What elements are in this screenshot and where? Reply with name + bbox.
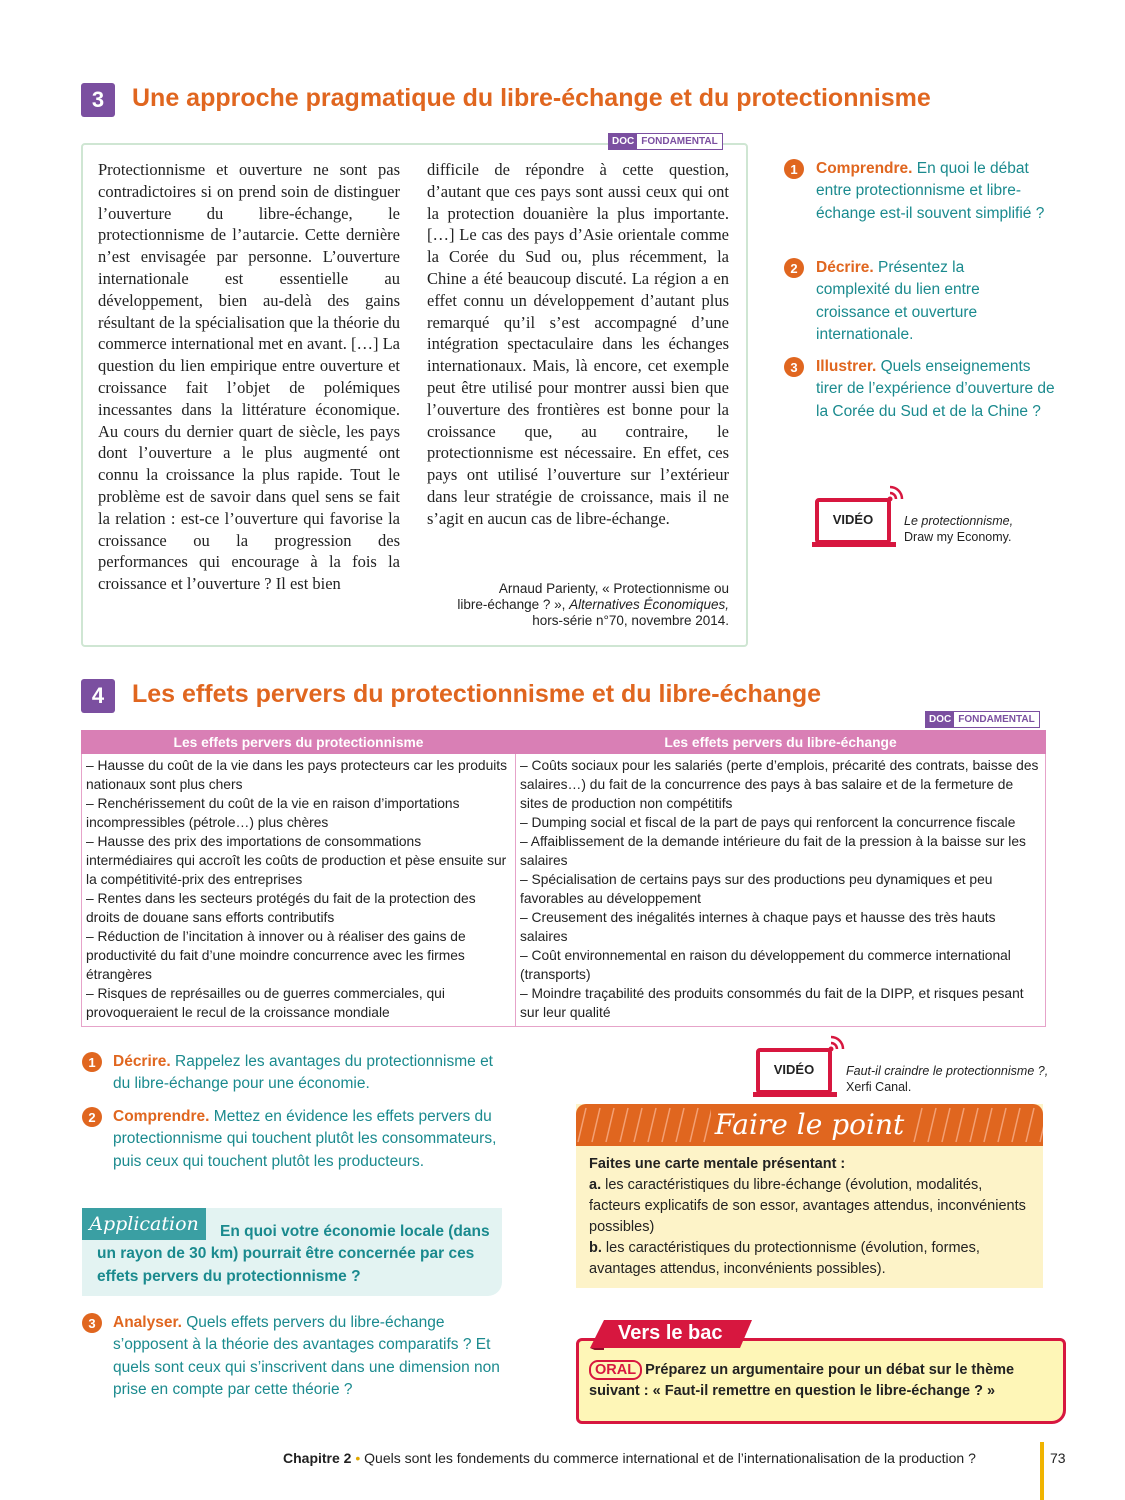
- video-2-caption-source: Xerfi Canal.: [846, 1080, 912, 1094]
- video-1-icon-label: VIDÉO: [832, 512, 874, 527]
- document-source: [427, 581, 729, 629]
- question-1: [816, 158, 1056, 225]
- question-3: [816, 356, 1056, 423]
- oral-tag: ORAL: [589, 1360, 642, 1380]
- question-2-text: Présentez la complexité du lien entre croissance et ouverture internationale.: [816, 259, 980, 343]
- list-item: – Spécialisation de certains pays sur des productions peu dynamiques et peu favorables au développement: [520, 872, 993, 906]
- vers-le-bac-content: [589, 1360, 1029, 1402]
- video-2-icon[interactable]: [753, 1033, 845, 1101]
- item-b-text: les caractéristiques du protectionnisme (évolution, formes, avantages attendus, inconvénients possibles).: [589, 1240, 980, 1277]
- doc-fondamental-badge-2: [925, 711, 1040, 728]
- video-2-caption-title: Faut-il craindre le protectionnisme ?,: [846, 1064, 1049, 1078]
- faire-le-point-header: [576, 1104, 1043, 1146]
- list-item: – Coût environnemental en raison du développement du commerce international (transports): [520, 948, 1011, 982]
- table-cell-protectionism: [82, 754, 516, 1027]
- question-2-label: Décrire.: [816, 259, 874, 276]
- list-item: – Hausse des prix des importations de consommations intermédiaires qui accroît les coûts de production et pèse ensuite sur la compétitivité-prix des entreprises: [86, 834, 507, 887]
- source-publication: Alternatives Économiques,: [569, 597, 729, 612]
- doc-badge-tag: DOC: [609, 134, 637, 149]
- vers-le-bac-title: Vers le bac: [618, 1322, 723, 1344]
- list-item: – Coûts sociaux pour les salariés (perte d’emplois, précarité des contrats, baisse des salaires…) du fait de la concurrence des pays à bas salaire et de la fermeture de sites de production non compétitifs: [520, 758, 1039, 811]
- question-4-2: [113, 1106, 503, 1173]
- list-item: – Creusement des inégalités internes à chaque pays et hausse des très hauts salaires: [520, 910, 996, 944]
- question-number-3: 3: [784, 357, 804, 377]
- list-item: – Réduction de l’incitation à innover ou à réaliser des gains de productivité du fait d’une moindre concurrence avec les firmes étrangères: [86, 929, 466, 982]
- doc-badge-label: FONDAMENTAL: [637, 134, 721, 149]
- vers-le-bac-text: Préparez un argumentaire pour un débat sur le thème suivant : « Faut-il remettre en question le libre-échange ? »: [589, 1362, 1015, 1399]
- page-number: 73: [1050, 1450, 1066, 1466]
- video-1-caption-title: Le protectionnisme,: [904, 514, 1014, 528]
- application-text: En quoi votre économie locale (dans un rayon de 30 km) pourrait être concernée par ces effets pervers du protectionnisme ?: [97, 1223, 490, 1285]
- footer-separator: •: [351, 1450, 365, 1466]
- question-4-2-text: Mettez en évidence les effets pervers du protectionnisme qui touchent plutôt les consommateurs, puis ceux qui touchent plutôt les producteurs.: [113, 1108, 497, 1170]
- question-1-label: Comprendre.: [816, 160, 913, 177]
- faire-le-point-title: Faire le point: [714, 1108, 905, 1141]
- video-1-caption: [904, 513, 1013, 545]
- question-number-2: 2: [784, 258, 804, 278]
- question-4-3-number: 3: [82, 1313, 102, 1333]
- table-header-protectionism: Les effets pervers du protectionnisme: [82, 731, 516, 754]
- question-4-3-label: Analyser.: [113, 1314, 182, 1331]
- footer-chapter: Chapitre 2: [283, 1450, 352, 1466]
- question-4-3: [113, 1312, 503, 1401]
- effects-table: [81, 730, 1046, 1027]
- source-line-3: hors-série n°70, novembre 2014.: [532, 613, 729, 628]
- section-4-title: Les effets pervers du protectionnisme et du libre-échange: [132, 680, 822, 708]
- question-number-1: 1: [784, 159, 804, 179]
- question-4-1-label: Décrire.: [113, 1053, 171, 1070]
- question-4-1: [113, 1051, 508, 1096]
- list-item: – Hausse du coût de la vie dans les pays protecteurs car les produits nationaux sont plus chers: [86, 758, 508, 792]
- footer-chapter-title: Quels sont les fondements du commerce international et de l’internationalisation de la production ?: [364, 1450, 976, 1466]
- question-1-text: En quoi le débat entre protectionnisme et libre-échange est-il souvent simplifié ?: [816, 160, 1045, 222]
- question-4-2-label: Comprendre.: [113, 1108, 210, 1125]
- doc-badge-label-2: FONDAMENTAL: [954, 712, 1038, 727]
- list-item: – Affaiblissement de la demande intérieure du fait de la pression à la baisse sur les salaires: [520, 834, 1026, 868]
- doc-fondamental-badge: [608, 133, 723, 150]
- list-item: – Renchérissement du coût de la vie en raison d’importations incompressibles (pétrole…) plus chères: [86, 796, 460, 830]
- vers-le-bac-banner: [590, 1320, 752, 1350]
- question-3-text: Quels enseignements tirer de l’expérience d’ouverture de la Corée du Sud et de la Chine ?: [816, 358, 1055, 420]
- question-4-3-text: Quels effets pervers du libre-échange s’opposent à la théorie des avantages comparatifs ? Et quels sont ceux qui s’inscrivent dans une dimension non prise en compte par cette théorie ?: [113, 1314, 500, 1398]
- list-item: – Risques de représailles ou de guerres commerciales, qui provoqueraient le recul de la croissance mondiale: [86, 986, 445, 1020]
- section-number-3: 3: [81, 83, 115, 117]
- video-1-icon[interactable]: [812, 483, 904, 551]
- table-header-free-trade: Les effets pervers du libre-échange: [516, 731, 1046, 754]
- faire-le-point-intro: Faites une carte mentale présentant :: [589, 1156, 846, 1172]
- doc-badge-tag-2: DOC: [926, 712, 954, 727]
- video-1-caption-source: Draw my Economy.: [904, 530, 1012, 544]
- question-4-1-text: Rappelez les avantages du protectionnisme et du libre-échange pour une économie.: [113, 1053, 493, 1093]
- question-2: [816, 257, 1016, 346]
- document-column-2: difficile de répondre à cette question, d’autant que ces pays sont aussi ceux qui ont la protection douanière la plus importante. […] Le cas des pays d’Asie orientale comme la Corée du Sud ou, plus récemment, la Chine a été beaucoup discuté. La région a en effet connu un développement d’autant plus remarqué qu’il s’est accompagné d’une intégration spectaculaire dans les échanges internationaux. Mais, là encore, cet exemple peut être utilisé pour montrer aussi bien que l’ouverture des frontières est bonne pour la croissance que, au contraire, le protectionnisme est nécessaire. En effet, ces pays ont utilisé l’ouverture sur l’extérieur dans leur stratégie de croissance, mais il ne s’agit en aucun cas de libre-échange.: [427, 160, 729, 528]
- page-footer: [283, 1450, 976, 1466]
- item-a-text: les caractéristiques du libre-échange (évolution, modalités, facteurs explicatifs de son essor, avantages attendus, inconvénients possibles): [589, 1177, 1026, 1235]
- section-number-4: 4: [81, 679, 115, 713]
- question-3-label: Illustrer.: [816, 358, 877, 375]
- faire-le-point-content: [589, 1154, 1029, 1280]
- list-item: – Moindre traçabilité des produits consommés du fait de la DIPP, et risques pesant sur leur qualité: [520, 986, 1024, 1020]
- list-item: – Dumping social et fiscal de la part de pays qui renforcent la concurrence fiscale: [520, 815, 1016, 830]
- video-2-icon-label: VIDÉO: [773, 1062, 815, 1077]
- faire-le-point-item-b: [589, 1238, 1029, 1280]
- video-2-caption: [846, 1063, 1048, 1095]
- table-cell-free-trade: [516, 754, 1046, 1027]
- section-3-title: Une approche pragmatique du libre-échange et du protectionnisme: [132, 84, 931, 112]
- application-tag: Application: [82, 1208, 206, 1240]
- source-line-2: libre-échange ? »,: [457, 597, 570, 612]
- question-4-1-number: 1: [82, 1052, 102, 1072]
- document-column-1: Protectionnisme et ouverture ne sont pas contradictoires si on prend soin de distinguer l’ouverture du libre-échange, le protectionnisme de l’autarcie. Cette dernière n’est envisagée par personne. L’ouverture internationale est essentielle au développement, bien au-delà des gains résultant de la spécialisation que la théorie du commerce international met en avant. […] La question du lien empirique entre ouverture et croissance fait l’objet de polémiques incessantes dans la littérature économique. Au cours du dernier quart de siècle, les pays dont l’ouverture a le plus augmenté ont connu la croissance la plus rapide. Tout le problème est de savoir dans quel sens se fait la relation : est-ce l’ouverture qui favorise la croissance ou la progression des performances qui encourage à la fois la croissance et l’ouverture ? Il est bien: [98, 160, 400, 594]
- list-item: – Rentes dans les secteurs protégés du fait de la protection des droits de douane sans efforts contributifs: [86, 891, 476, 925]
- footer-divider: [1040, 1442, 1044, 1500]
- source-line-1: Arnaud Parienty, « Protectionnisme ou: [498, 581, 729, 596]
- faire-le-point-item-a: [589, 1175, 1029, 1238]
- question-4-2-number: 2: [82, 1107, 102, 1127]
- item-a-label: a.: [589, 1177, 602, 1193]
- item-b-label: b.: [589, 1240, 602, 1256]
